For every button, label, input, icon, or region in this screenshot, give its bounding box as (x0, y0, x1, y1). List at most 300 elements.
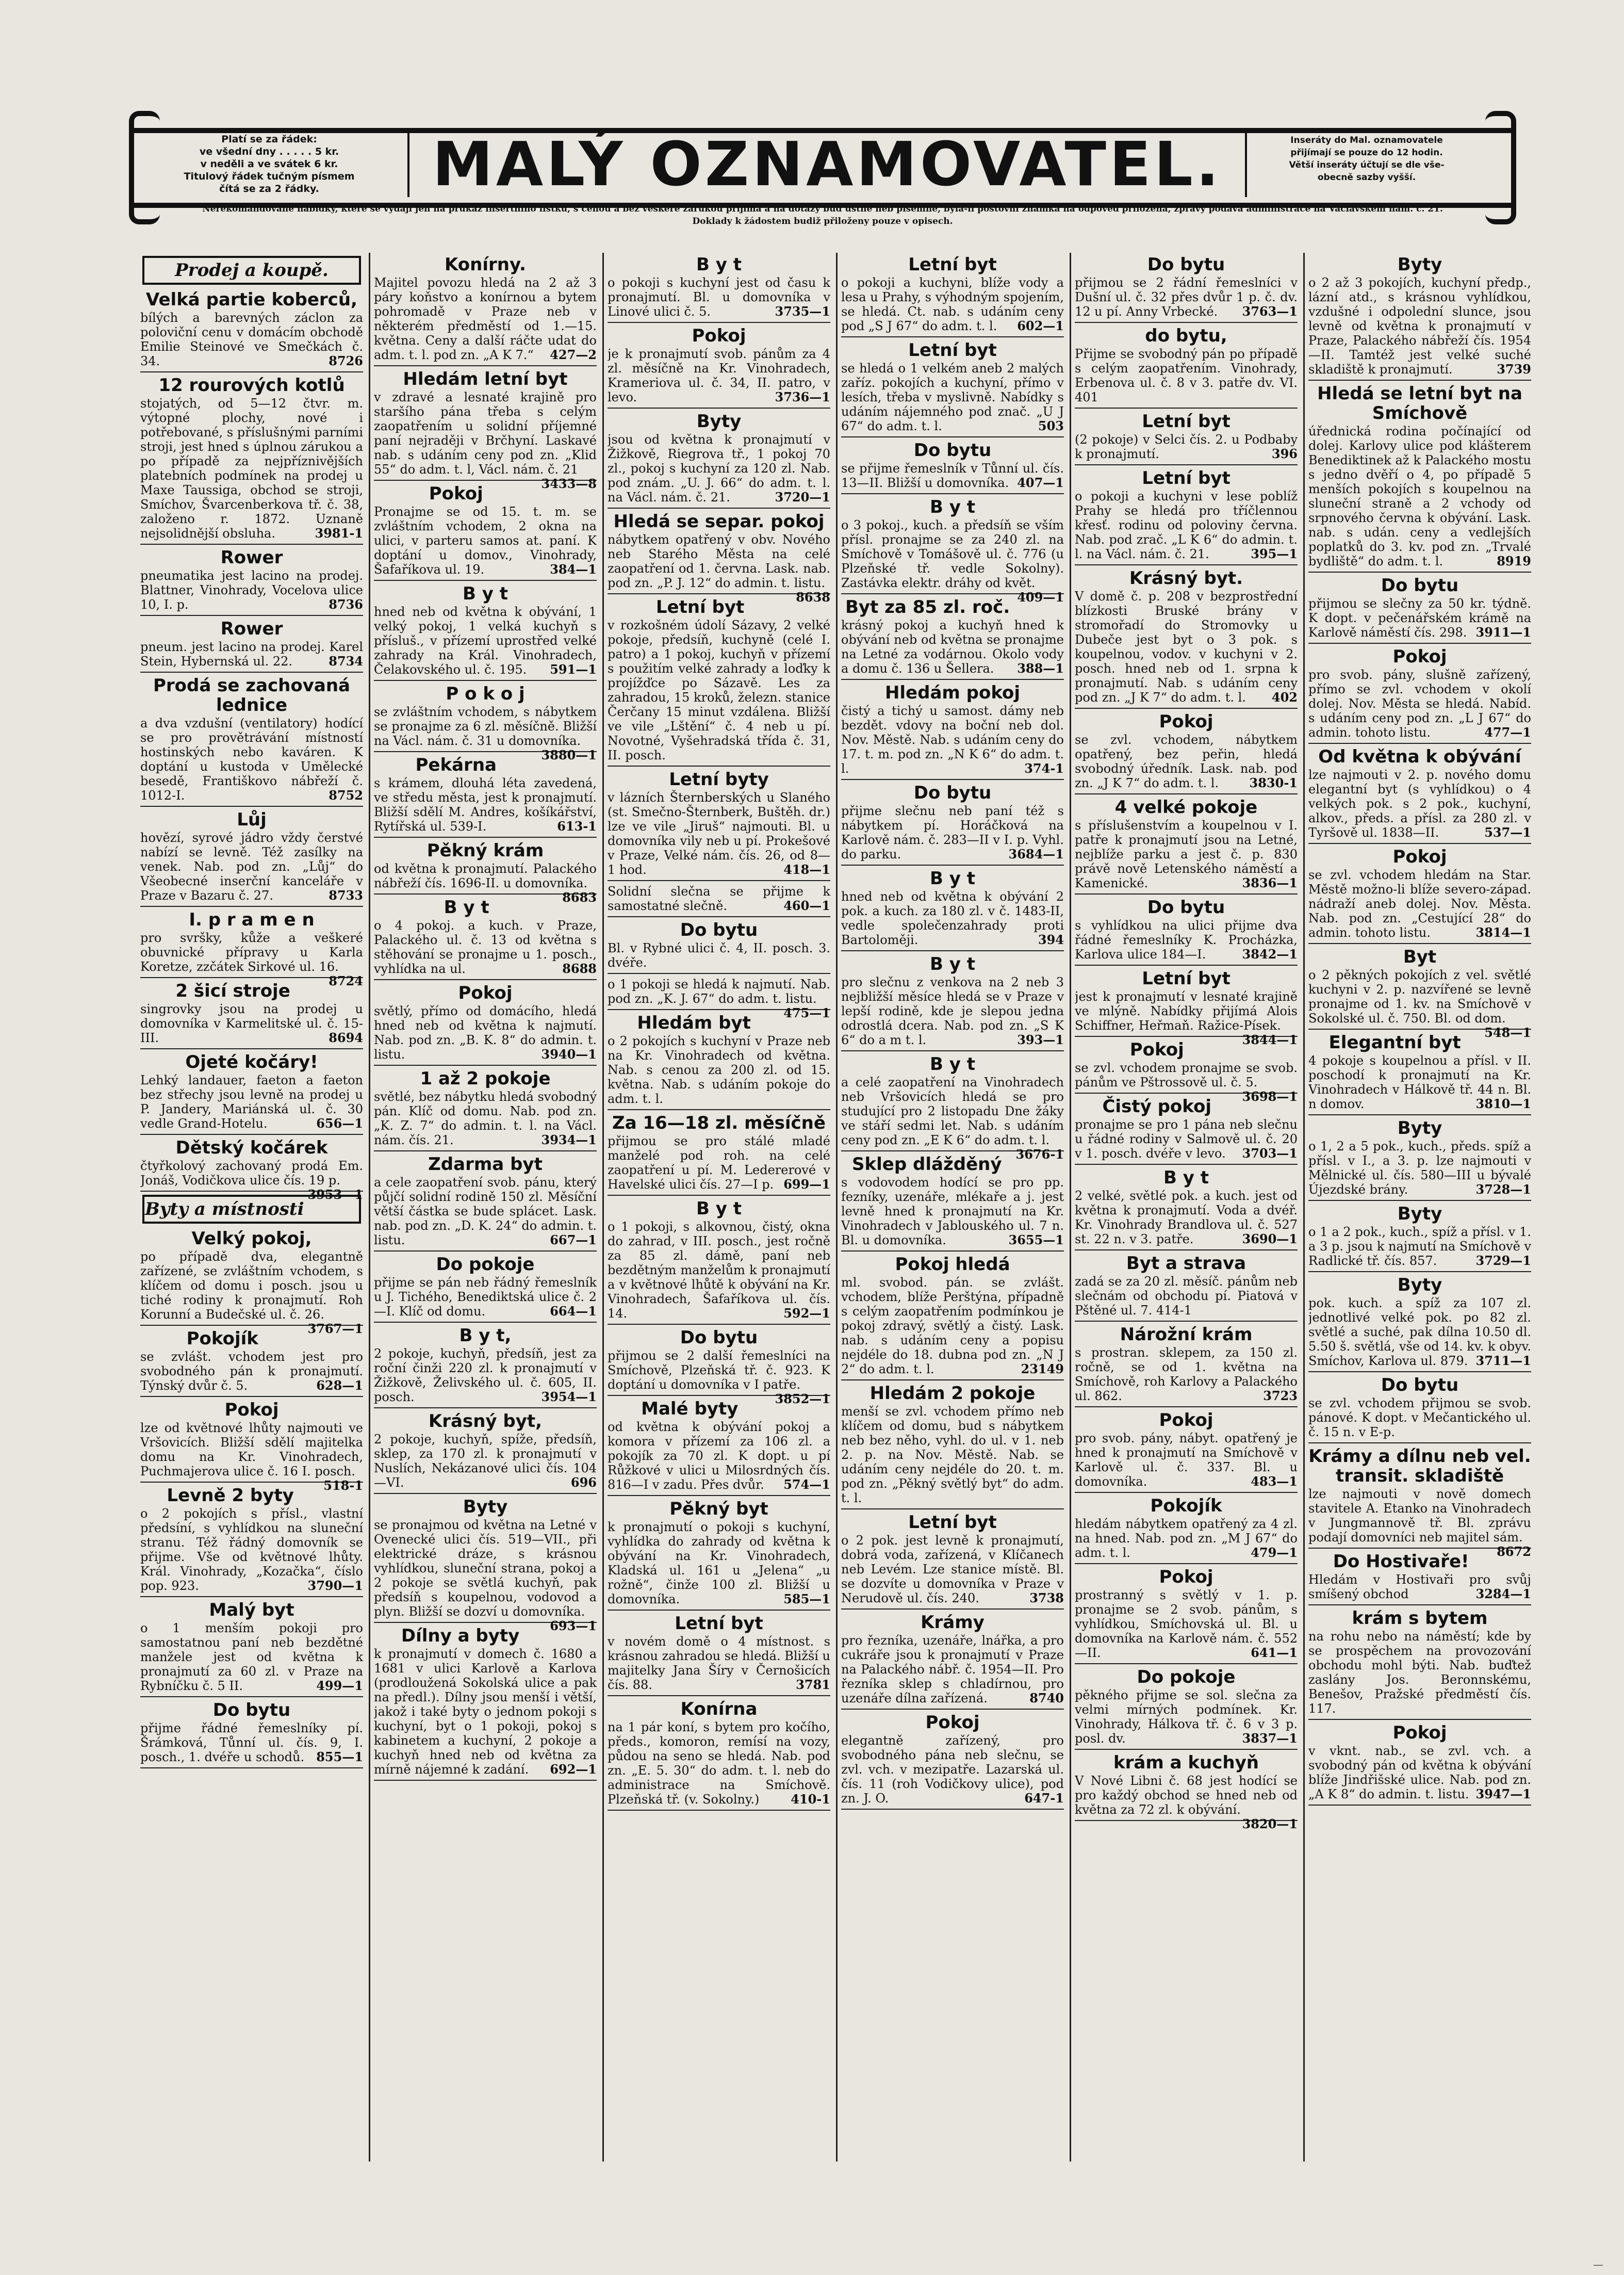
ad-heading: Letní byt (655, 597, 745, 618)
classified-ad (140, 981, 363, 1045)
ad-heading: krám a kuchyň (1113, 1752, 1259, 1773)
ad-separator (1075, 1406, 1298, 1407)
ad-body: se zvl. vchodem hledám na Star. Městě možno-li blíže severo-západ. nádraží aneb dolej. Nov. Města. Nab. pod zn. „Cestující 28“ do admin. tohoto listu. (1308, 868, 1531, 940)
ad-separator (1308, 643, 1531, 644)
ad-heading: B y t, (459, 1325, 512, 1346)
ad-heading: Hledám byt (637, 1013, 751, 1033)
ad-heading: Byty (1397, 254, 1442, 275)
ad-heading: Velký pokoj, (191, 1228, 312, 1249)
ad-heading: Pokoj hledá (895, 1254, 1010, 1275)
ad-body: pneumatika jest lacino na prodej. Blattner, Vinohrady, Vocelova ulice 10, I. p. (140, 568, 363, 612)
ad-separator (841, 336, 1064, 337)
ad-heading: Do bytu (913, 440, 992, 461)
page-title: MALÝ OZNAMOVATEL. (407, 130, 1247, 197)
ad-heading: B y t (929, 954, 975, 974)
ad-heading: Byty (1397, 1275, 1442, 1295)
ad-separator (140, 1134, 363, 1135)
classified-ad (1308, 1118, 1531, 1197)
ad-body: se zvl. vchodem, nábytkem opatřený, bez peřin, hledá svobodný úředník. Lask. nab. pod zn. „J K 7“ do adm. t. l. (1075, 733, 1298, 790)
ad-number: 641—1 (1251, 1645, 1298, 1660)
ad-separator (1308, 743, 1531, 744)
classified-ad (140, 376, 363, 541)
ad-body: o pokoji a kuchyni, blíže vody a lesa u Prahy, s výhodným spojením, se hledá. Ct. nab. s udáním ceny pod „S J 67“ do adm. t. l. (841, 275, 1064, 333)
ad-heading: Hledám pokoj (884, 683, 1021, 703)
ad-body: o 3 pokoj., kuch. a předsíň se vším přísl. pronajme se za 240 zl. na Smíchově v Tomášově ul. č. 776 (u Plzeňské tř. vedle Sokolny). Zastávka elektr. dráhy od květ. (841, 518, 1064, 590)
ad-heading: Malý byt (209, 1600, 294, 1620)
classified-ad (1308, 576, 1531, 640)
ad-separator (374, 979, 597, 980)
price-box (135, 133, 403, 200)
ad-heading: Letní byty (669, 769, 769, 790)
classified-ad (374, 1326, 597, 1404)
classified-ad (1308, 847, 1531, 940)
ad-heading: 12 rourových kotlů (158, 375, 345, 396)
ad-body: o pokoji s kuchyní jest od času k pronajmutí. Bl. u domovníka v Linové ulici č. 5. (608, 275, 830, 319)
ad-number: 592—1 (783, 1306, 830, 1321)
ad-number: 3953—1 (307, 1187, 363, 1202)
ad-heading: B y t (696, 1198, 742, 1219)
ad-separator (1075, 408, 1298, 409)
ad-separator (140, 1048, 363, 1049)
ad-heading: Krásný byt. (1129, 568, 1243, 589)
ad-number: 8688 (562, 961, 597, 976)
ad-heading: Do pokoje (1137, 1667, 1236, 1687)
ad-separator (841, 1809, 1064, 1810)
ad-body: s příslušenstvím a koupelnou v I. patře k pronajmutí jsou na Letné, nejblíže parku a jest č. p. 830 právě nově Letenského náměstí a Kamenické. (1075, 818, 1298, 890)
classified-ad (841, 1384, 1064, 1505)
ad-heading: Hledá se letní byt na Smíchově (1317, 383, 1522, 424)
ad-body: krásný pokoj a kuchyň hned k obývání neb od května se pronajme na Letné za vodárnou. Okolo vody a domu č. 136 u Šellera. (841, 618, 1064, 676)
ad-number: 3735—1 (775, 304, 830, 319)
ad-number: 388—1 (1017, 661, 1064, 676)
ad-body: se hledá o 1 velkém aneb 2 malých zaříz. pokojích a kuchyní, přímo v lesích, třeba v myslivně. Nabídky s udáním nájemného pod znač. „U J 67“ do adm. t. l. (841, 361, 1064, 433)
ad-body: v lázních Šternberských u Slaného (st. Smečno-Šternberk, Buštěh. dr.) lze ve vile „Jiruš“ najmouti. Bl. u domovníka vily neb u pí. Prokešové v Praze, Velké nám. čís. 26, od 8—1 hod. (608, 790, 830, 877)
ad-heading: Velká partie koberců, (146, 289, 357, 310)
ad-number: 3934—1 (541, 1132, 597, 1147)
ad-number: 693—1 (550, 1618, 597, 1633)
ad-number: 3703—1 (1242, 1146, 1298, 1161)
ad-number: 8752 (329, 788, 363, 803)
classified-ad (140, 1228, 363, 1336)
ad-number: 3739 (1497, 362, 1531, 377)
ad-body: ml. svobod. pán. se zvlášt. vchodem, blíže Perštýna, případně s celým zaopatřením podmínkou je pokoj zdravý, světlý a čistý. Lask. nab. s udáním ceny a popisu nejdéle do 18. dubna pod zn. „N J 2“ do adm. t. l. (841, 1275, 1064, 1376)
ad-body: na 1 pár koní, s bytem pro kočího, předs., komoron, remísí na vozy, půdou na seno se hledá. Nab. pod zn. „E. 5. 30“ do adm. t. l. neb do administrace na Smíchově. Plzeňská tř. (v. Sokolny.) (608, 1720, 830, 1807)
ad-heading: Zdarma byt (428, 1154, 543, 1175)
ad-separator (841, 1250, 1064, 1252)
classified-ad (374, 983, 597, 1062)
classified-ad (374, 1497, 597, 1633)
ad-number: 499—1 (316, 1678, 363, 1693)
classified-ad (1075, 898, 1298, 962)
ad-body: o 2 až 3 pokojích, kuchyní předp., lázní atd., s krásnou vyhlídkou, vzdušné i odpolední slunce, jsou levně od května k pronajmutí v Praze, Palackého nábřeží čís. 1954—II. Tamtéž jest velké suché skladiště k pronajmutí. (1308, 275, 1531, 377)
ad-separator (140, 544, 363, 545)
ad-heading: Dílny a byty (401, 1626, 520, 1646)
ad-heading: Malé byty (641, 1399, 739, 1419)
column-2 (374, 253, 597, 2172)
ad-heading: Byty (463, 1497, 508, 1517)
ad-body: lze najmouti v nově domech stavitele A. Etanko na Vinohradech v Jungmannově tř. Bl. zprávu podají domovníci neb majitel sám. (1308, 1487, 1531, 1545)
ad-number: 3940—1 (541, 1047, 597, 1062)
ad-number: 475—1 (783, 1005, 830, 1020)
ad-body: a cele zaopatření svob. pánu, který půjčí solidní rodině 150 zl. Měsíční větší částka se bude splácet. Lask. nab. pod zn. „D. K. 24“ do admin. t. listu. (374, 1175, 597, 1247)
ad-separator (1308, 1114, 1531, 1115)
ad-body: menší se zvl. vchodem přímo neb klíčem od domu, bud s nábytkem neb bez něho, vyhl. do ul. v 1. neb 2. p. na Nov. Městě. Nab. se udáním ceny nejdéle do 20. t. m. pod zn. „Pěkný světlý byt“ do adm. t. l. (841, 1404, 1064, 1505)
classified-ad (1075, 1168, 1298, 1246)
classified-ad (608, 1113, 830, 1192)
ad-body: o 2 pokojích s kuchyní v Praze neb na Kr. Vinohradech od května. Nab. s cenou za 200 zl. od 15. května. Nab. s udáním pokoje do adm. t. l. (608, 1034, 830, 1106)
ad-separator (608, 916, 830, 917)
ad-number: 3738 (1029, 1590, 1064, 1605)
ad-separator (1308, 843, 1531, 844)
ad-heading: Pokoj (458, 983, 513, 1003)
ad-body: čtyřkolový zachovaný prodá Em. Jonáš, Vodičkova ulice čís. 19 p. (140, 1159, 363, 1188)
classified-ad (841, 340, 1064, 433)
ad-heading: Pekárna (415, 755, 497, 775)
ad-number: 3837—1 (1242, 1731, 1298, 1746)
ad-separator (374, 1065, 597, 1066)
ad-number: 3911—1 (1475, 625, 1531, 640)
info-line: Inseráty do Mal. oznamovatele (1290, 135, 1443, 145)
price-line: v neděli a ve svátek 6 kr. (200, 158, 338, 170)
ad-separator (1308, 1719, 1531, 1720)
classified-ad (608, 1699, 830, 1807)
ad-number: 407—1 (1017, 475, 1064, 490)
ad-heading: I. p r a m e n (189, 909, 315, 930)
classified-ad (608, 977, 830, 1020)
ad-heading: Pokoj (1129, 1039, 1184, 1060)
price-line: čítá se za 2 řádky. (219, 183, 319, 194)
classified-ad (608, 326, 830, 404)
ad-body: V domě č. p. 208 v bezprostřední blízkosti Bruské brány v stromořadí do Stromovky u Dubeče jest byt o 3 pok. s koupelnou, vodov. v kuchyni v 2. posch. hned neb od 1. srpna k pronajmutí. Nab. s udáním ceny pod zn. „J K 7“ do adm. t. l. (1075, 589, 1298, 705)
classified-ad (608, 412, 830, 505)
ad-heading: Hledám letní byt (403, 369, 568, 389)
ad-separator (841, 779, 1064, 780)
ad-number: 460—1 (783, 898, 830, 913)
ad-heading: Byty (1397, 1204, 1442, 1224)
ad-heading: Letní byt (1142, 468, 1231, 489)
ad-separator (1308, 380, 1531, 381)
classified-ad (841, 1713, 1064, 1806)
ad-number: 3880—1 (541, 748, 597, 762)
ad-number: 3842—1 (1242, 947, 1298, 962)
ad-number: 427—2 (550, 347, 597, 362)
ad-body: jest k pronajmutí v lesnaté krajině ve mlýně. Nabídky přijímá Alois Schiffner, Heřmaň. Ražice-Písek. (1075, 989, 1298, 1033)
ad-body: v vknt. nab., se zvl. vch. a svobodný pán od května k obývání blíže Jindřišské ulice. Nab. pod zn. „A K 8“ do admin. t. listu. (1308, 1744, 1531, 1801)
ad-number: 664—1 (550, 1304, 597, 1319)
column-3 (608, 253, 830, 2172)
ad-number: 518-1 (323, 1478, 363, 1493)
ad-body: přijme se pán neb řádný řemeslník u J. Tichého, Benediktská ulice č. 2—I. Klíč od domu. (374, 1275, 597, 1319)
ad-heading: Konírny. (445, 254, 526, 275)
ad-body: přijmou se 2 další řemeslníci na Smíchově, Plzeňská tř. č. 923. K doptání u domovníka v I patře. (608, 1348, 830, 1392)
ad-body: hledám nábytkem opatřený za 4 zl. na hned. Nab. pod zn. „M J 67“ do adm. t. l. (1075, 1517, 1298, 1560)
classified-ad (374, 684, 597, 762)
ad-separator (608, 1610, 830, 1611)
ad-body: elegantně zařízený, pro svobodného pána neb slečnu, se zvl. vch. v mezipatře. Lazarská ul. čís. 11 (roh Vodičkovy ulice), pod zn. J. O. (841, 1733, 1064, 1806)
ad-heading: Pěkný byt (669, 1499, 768, 1519)
ad-body: o 1 pokoji se hledá k najmutí. Nab. pod zn. „K. J. 67“ do adm. t. listu. (608, 977, 830, 1006)
ad-body: je k pronajmutí svob. pánům za 4 zl. měsíčně na Kr. Vinohradech, Krameriova ul. č. 34, II. patro, v levo. (608, 347, 830, 404)
ad-body: lze od květnové lhůty najmouti ve Vršovicích. Bližší sdělí majitelka domu na Kr. Vinohradech, Puchmajerova ulice č. 16 I. posch. (140, 1421, 363, 1478)
ad-number: 667—1 (550, 1232, 597, 1247)
ad-separator (841, 1379, 1064, 1380)
ad-body: o 2 pěkných pokojích z vel. světlé kuchyni v 2. p. nazvířené se levně pronajme od 1. kv. na Smíchově v Sokolské ul. č. 750. Bl. od dom. (1308, 968, 1531, 1026)
ad-heading: Letní byt (908, 340, 997, 361)
ad-number: 8740 (1029, 1691, 1064, 1705)
ad-separator (140, 906, 363, 907)
ad-separator (140, 371, 363, 372)
info-box (1253, 134, 1480, 196)
ad-separator (374, 580, 597, 581)
ad-separator (1308, 943, 1531, 944)
ad-number: 384—1 (550, 562, 597, 577)
ad-heading: Pokoj (1159, 1567, 1213, 1587)
ad-number: 692—1 (550, 1762, 597, 1777)
classified-ad (1075, 1097, 1298, 1161)
ad-heading: Pokojík (1150, 1496, 1222, 1516)
ad-number: 8734 (329, 654, 363, 669)
ad-heading: B y t (696, 254, 742, 275)
classified-ad (374, 1255, 597, 1319)
ad-number: 3433—8 (541, 476, 597, 491)
classified-ad (140, 1138, 363, 1202)
info-line: obecně sazby vyšší. (1317, 172, 1416, 183)
ad-number: 479—1 (1251, 1545, 1298, 1560)
classified-ad (841, 1255, 1064, 1376)
ad-body: v rozkošném údolí Sázavy, 2 velké pokoje, předsíň, kuchyně (celé I. patro) a 1 pokoj, kuchyň v přízemí s použitím velké zahrady a loďky k projížďce po Sázavě. Les za zahradou, 15 kroků, železn. stanice Čerčany 15 minut vzdálena. Bližší ve vile „Lštění“ č. 4 neb u pí. Novotné, Vyšehradská třída č. 31, II. posch. (608, 618, 830, 762)
classified-ad (374, 484, 597, 577)
classified-ad (1075, 1254, 1298, 1318)
ad-separator (1075, 1663, 1298, 1664)
classified-ad (1075, 798, 1298, 890)
ad-heading: Byty (1397, 1118, 1442, 1139)
ad-heading: do bytu, (1145, 326, 1227, 346)
ad-separator (1075, 1563, 1298, 1564)
ad-body: stojatých, od 5—12 čtvr. m. výtopné plochy, nové i potřebované, s příslušnými parními stroji, jest hned s úplnou zárukou a po případě za nejpříznivějších platebních podmínek na prodej u Maxe Taussiga, obchod se stroji, Smíchov, Švarcenberkova tř. č. 38, založeno r. 1872. Uznaně nejsolidnější obsluha. (140, 396, 363, 541)
ad-body: lze najmouti v 2. p. nového domu elegantní byt (s vyhlídkou) o 4 velkých pok. s 2 pok., kuchyní, alkov., předs. a přísl. za 280 zl. v Tyršově ul. 1838—II. (1308, 768, 1531, 840)
ad-separator (1308, 1200, 1531, 1201)
ad-separator (608, 1109, 830, 1110)
ad-separator (841, 493, 1064, 494)
ad-heading: Krásný byt, (428, 1411, 543, 1432)
ad-body: hned neb od května k obývání, 1 velký pokoj, 1 velká kuchyň s přísluš., v přízemí uprostřed velké zahrady na Král. Vinohradech, Čelakovského ul. č. 195. (374, 605, 597, 677)
classified-ad (841, 683, 1064, 776)
classified-ad (374, 1626, 597, 1777)
classified-ad (140, 1600, 363, 1693)
classified-ad (841, 597, 1064, 676)
ad-number: 374-1 (1024, 761, 1064, 776)
ad-number: 395—1 (1251, 546, 1298, 561)
classified-ad (841, 1513, 1064, 1605)
price-line: Titulový řádek tučným písmem (184, 171, 355, 182)
ad-body: k pronajmutí o pokoji s kuchyní, vyhlídka do zahrady od května k obývání na Kr. Vinohradech, Kladská ul. 161 u „Jelena“ „u rožně“, činže 100 zl. Bližší u domovníka. (608, 1520, 830, 1606)
ad-number: 3720—1 (775, 490, 830, 505)
classified-ad (374, 840, 597, 905)
ad-heading: Lůj (237, 809, 267, 830)
column-rule (1303, 253, 1305, 2162)
ad-body: singrovky jsou na prodej u domovníka v Karmelitské ul. č. 15-III. (140, 1002, 363, 1045)
classified-ad (374, 369, 597, 491)
ad-body: s prostran. sklepem, za 150 zl. ročně, se od 1. května na Smíchově, roh Karlovy a Palackého ul. 862. (1075, 1345, 1298, 1403)
ad-number: 396 (1271, 446, 1298, 461)
ad-heading: Letní byt (675, 1613, 763, 1634)
ad-heading: Do bytu (1147, 254, 1225, 275)
ad-number: 402 (1271, 690, 1298, 705)
ad-body: k pronajmutí v domech č. 1680 a 1681 v ulici Karlově a Karlova (prodloužená Sokolská ulice a pak na předl.). Dílny jsou menší i větší, jakož i také byty o jednom pokoji s kuchyní, byt o 1 pokoji, pokoj s kabinetem a kuchyní, 2 pokoje a kuchyň hned neb od května za mírně nájemné k zadání. (374, 1647, 597, 1777)
classified-ad (841, 497, 1064, 605)
ad-heading: Sklep dlážděný (852, 1154, 1002, 1175)
ad-heading: Pokoj (1392, 847, 1447, 867)
masthead-notice: Nerekomandované nabídky, které se vydají jen na průkaz insertního lístku, s cenou a bez veškeré zárukou přijímá a na dotazy buď ústně neb písemně, byla-li poštovní známka na odpověď přiložena, zprávy podává administrace na Václavském nám. č. 21. Doklady k žádostem budiž přiloženy pouze v opisech. (202, 204, 1443, 226)
ad-heading: Elegantní byt (1328, 1032, 1461, 1053)
ad-separator (1308, 1271, 1531, 1272)
classified-ad (140, 1329, 363, 1393)
ad-number: 3763—1 (1242, 304, 1298, 319)
ad-body: na rohu nebo na náměstí; kde by se prospěchem na provozování obchodu mohl býti. Nab. buďtež zaslány Jos. Beronnskému, Benešov, Pražské předměstí čís. 117. (1308, 1629, 1531, 1716)
classified-ad (374, 755, 597, 834)
classified-ad (1075, 326, 1298, 404)
ad-heading: Rower (220, 619, 283, 639)
ad-body: 4 pokoje s koupelnou a přísl. v II. poschodí k pronajmutí na Kr. Vinohradech v Hálkově tř. 44 n. Bl. n domov. (1308, 1053, 1531, 1111)
ad-body: světlý, přímo od domácího, hledá hned neb od května k najmutí. Nab. pod zn. „B. K. 8“ do admin. t. listu. (374, 1004, 597, 1062)
ad-separator (1308, 1604, 1531, 1605)
ad-number: 3814—1 (1475, 925, 1531, 940)
ad-heading: Krámy a dílnu neb vel. transit. skladiště (1308, 1446, 1531, 1486)
ad-heading: 2 šicí stroje (175, 981, 290, 1001)
ad-body: zadá se za 20 zl. měsíč. pánům neb slečnám od obchodu pí. Piatová v Pštěné ul. 7. 414-1 (1075, 1274, 1298, 1318)
ad-number: 418—1 (783, 862, 830, 877)
ad-separator (1075, 708, 1298, 709)
classified-ad (1308, 1552, 1531, 1601)
column-4 (841, 253, 1064, 2172)
ad-heading: Do bytu (1147, 897, 1225, 918)
ad-number: 8724 (329, 973, 363, 988)
ad-heading: Levně 2 byty (167, 1485, 294, 1506)
classified-ad (841, 441, 1064, 490)
ad-body: o 4 pokoj. a kuch. v Praze, Palackého ul. č. 13 od května s stěhování se pronajme u 1. posch., vyhlídka na ul. (374, 918, 597, 976)
ad-separator (374, 1780, 597, 1781)
ad-body: Bl. v Rybné ulici č. 4, II. posch. 3. dvéře. (608, 941, 830, 970)
ad-number: 3790—1 (307, 1578, 363, 1593)
ad-body: pok. kuch. a spíž za 107 zl. jednotlivé velké pok. po 82 zl. světlé a suché, pak dílna 10.50 dl. 5.50 š. světlá, vše od 14. kv. k obyv. Smíchov, Karlova ul. 879. (1308, 1296, 1531, 1368)
ad-separator (608, 766, 830, 767)
ad-heading: B y t (1163, 1167, 1209, 1188)
ad-body: přijme slečnu neb paní též s nábytkem pí. Horáčková na Karlově nám. č. 283—II v I. p. Vyhl. do parku. (841, 804, 1064, 862)
section-heading: Byty a místnosti (142, 1195, 361, 1224)
ad-number: 8638 (796, 590, 830, 605)
ad-heading: Hledá se separ. pokoj (613, 511, 825, 532)
ad-number: 3684—1 (1008, 847, 1064, 862)
ad-separator (1075, 893, 1298, 895)
ad-number: 8733 (329, 888, 363, 903)
ad-body: se pronajmou od května na Letné v Ovenecké ulici čís. 519—VII., při elektrické dráze, s krásnou vyhlídkou, sluneční strana, pokoj a 2 pokoje se světlá kuchyň, pak předsíň s koupelnou, vodovod a plyn. Bližší se dozví u domovníka. (374, 1518, 597, 1619)
ad-heading: Od května k obývání (1318, 746, 1521, 767)
classified-ad (1075, 1410, 1298, 1489)
ad-number: 410-1 (791, 1792, 830, 1807)
ad-body: v zdravé a lesnaté krajině pro staršího pána třeba s celým zaopatřením u solidní příjemné paní nejraději v Brčhyní. Laskavé nab. s udáním ceny pod zn. „Klid 55“ do adm. t. l, Václ. nám. č. 21 (374, 390, 597, 477)
ad-body: (2 pokoje) v Selci čís. 2. u Podbaby k pronajmutí. (1075, 432, 1298, 461)
ad-body: přijmou se 2 řádní řemeslníci v Dušní ul. č. 32 přes dvůr 1 p. č. dv. 12 u pí. Anny Vrbecké. (1075, 275, 1298, 319)
ad-heading: Dětský kočárek (175, 1138, 328, 1158)
ad-number: 699—1 (783, 1177, 830, 1192)
ad-number: 8726 (329, 353, 363, 368)
ad-heading: Do bytu (913, 783, 992, 803)
ad-separator (374, 680, 597, 681)
ad-number: 3781 (796, 1677, 830, 1692)
ad-number: 647-1 (1024, 1791, 1064, 1806)
ad-heading: Konírna (680, 1699, 758, 1719)
classified-ad (608, 1614, 830, 1692)
classified-ad (140, 290, 363, 368)
classified-ad (608, 255, 830, 319)
ad-heading: Ojeté kočáry! (185, 1052, 318, 1072)
classified-ad (608, 1199, 830, 1321)
ad-body: od května k obývání pokoj a komora v přízemí za 106 zl. a pokojík za 70 zl. K dopt. u pí Růžkové v ulici u Milosrdných čís. 816—I v zadu. Přes dvůr. (608, 1420, 830, 1492)
column-rule (1070, 253, 1071, 2162)
classified-ad (140, 676, 363, 803)
ad-number: 23149 (1021, 1361, 1064, 1376)
ad-body: o 1 a 2 pok., kuch., spíž a přísl. v 1. a 3 p. jsou k najmutí na Smíchově v Radlické tř. čís. 857. (1308, 1225, 1531, 1268)
classified-ad (1075, 1325, 1298, 1403)
classified-ad (1075, 568, 1298, 705)
classified-ad (1075, 1667, 1298, 1746)
ad-heading: Pokoj (224, 1400, 279, 1420)
ad-number: 477—1 (1484, 725, 1531, 740)
ad-separator (608, 973, 830, 974)
ad-number: 3810—1 (1475, 1096, 1531, 1111)
ad-body: nábytkem opatřený v obv. Nového neb Starého Města na celé zaopatření od 1. června. Lask. nab. pod zn. „P. J. 12“ do admin. t. listu. (608, 532, 830, 590)
ad-separator (1075, 1164, 1298, 1165)
ad-number: 548—1 (1484, 1025, 1531, 1040)
classified-ad (374, 1155, 597, 1247)
ad-separator (1075, 1249, 1298, 1250)
ad-body: s krámem, dlouhá léta zavedená, ve středu města, jest k pronajmutí. Bližší sdělí M. Andres, košíkářství, Rytířská ul. 539-I. (374, 776, 597, 834)
ad-heading: B y t (929, 1054, 975, 1075)
ad-separator (374, 1322, 597, 1323)
ad-heading: Do bytu (212, 1700, 291, 1720)
ad-separator (1075, 564, 1298, 565)
ad-heading: B y t (929, 868, 975, 889)
ad-separator (1308, 1805, 1531, 1806)
ad-separator (1075, 1749, 1298, 1750)
ad-heading: Do Hostivaře! (1333, 1551, 1469, 1572)
ad-heading: Byt a strava (1126, 1253, 1246, 1274)
ad-heading: Pokoj (1392, 1723, 1447, 1743)
ad-body: od května k pronajmutí. Palackého nábřeží čís. 1696-II. u domovníka. (374, 862, 597, 890)
ad-body: se přijme řemeslník v Tůnní ul. čís. 13—II. Bližší u domovníka. (841, 461, 1064, 490)
ad-number: 8694 (329, 1030, 363, 1045)
ad-separator (608, 880, 830, 881)
ad-number: 8672 (1497, 1544, 1531, 1559)
ad-heading: Do bytu (680, 1327, 758, 1348)
ad-number: 591—1 (550, 662, 597, 677)
ad-separator (374, 1250, 597, 1252)
classified-ad (1075, 1567, 1298, 1660)
classified-ad (140, 1700, 363, 1764)
ad-number: 585—1 (783, 1591, 830, 1606)
classified-ad (1308, 255, 1531, 377)
ad-body: čistý a tichý u samost. dámy neb bezdět. vdovy na boční neb dol. Nov. Městě. Nab. s udáním ceny do 17. t. m. pod zn. „N K 6“ do adm. t. l. (841, 704, 1064, 776)
ad-number: 574—1 (783, 1477, 830, 1492)
page-corner-mark: — (1593, 2258, 1603, 2271)
classified-ad (608, 770, 830, 877)
classified-ad (608, 884, 830, 913)
ad-separator (374, 1407, 597, 1408)
ad-separator (140, 1396, 363, 1397)
classified-ad (1308, 1608, 1531, 1716)
ad-body: a dva vzdušní (ventilatory) hodící se pro provětrávání místností hostinských nebo kaváren. K doptání u kustoda v Umělecké besedě, Františkovo nábřeží č. 1012-I. (140, 716, 363, 803)
ad-separator (140, 672, 363, 673)
